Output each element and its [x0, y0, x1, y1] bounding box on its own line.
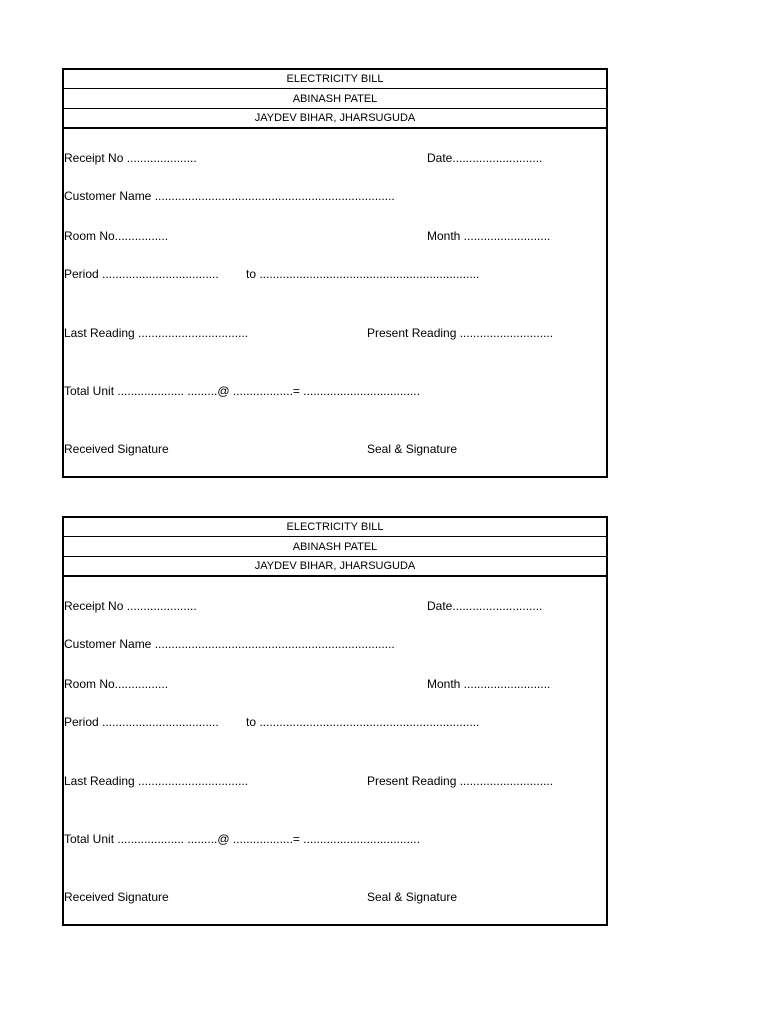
month-field[interactable]: Month .......................... — [427, 677, 551, 691]
received-signature-label: Received Signature — [64, 442, 169, 456]
bill-owner-name: ABINASH PATEL — [64, 90, 606, 109]
bill-title: ELECTRICITY BILL — [64, 70, 606, 89]
last-reading-field[interactable]: Last Reading ................................. — [64, 326, 249, 340]
present-reading-field[interactable]: Present Reading ............................ — [367, 774, 554, 788]
month-field[interactable]: Month .......................... — [427, 229, 551, 243]
period-from-field[interactable]: Period ................................... — [64, 715, 219, 729]
bill-address: JAYDEV BIHAR, JHARSUGUDA — [64, 109, 606, 129]
bill-owner-name: ABINASH PATEL — [64, 538, 606, 557]
electricity-bill-form — [62, 68, 608, 478]
date-field[interactable]: Date........................... — [427, 599, 543, 613]
period-to-field[interactable]: to .................................................................. — [246, 267, 480, 281]
date-field[interactable]: Date........................... — [427, 151, 543, 165]
bill-title: ELECTRICITY BILL — [64, 518, 606, 537]
seal-signature-label: Seal & Signature — [367, 442, 458, 456]
customer-name-field[interactable]: Customer Name ........................................................................ — [64, 189, 395, 203]
bill-address: JAYDEV BIHAR, JHARSUGUDA — [64, 557, 606, 577]
received-signature-label: Received Signature — [64, 890, 169, 904]
period-from-field[interactable]: Period ................................... — [64, 267, 219, 281]
seal-signature-label: Seal & Signature — [367, 890, 458, 904]
receipt-no-field[interactable]: Receipt No ..................... — [64, 599, 197, 613]
customer-name-field[interactable]: Customer Name ........................................................................ — [64, 637, 395, 651]
present-reading-field[interactable]: Present Reading ............................ — [367, 326, 554, 340]
total-unit-field[interactable]: Total Unit .................... .........@ ..................= ................................... — [64, 384, 420, 398]
total-unit-field[interactable]: Total Unit .................... .........@ ..................= ................................... — [64, 832, 420, 846]
room-no-field[interactable]: Room No................ — [64, 677, 169, 691]
last-reading-field[interactable]: Last Reading ................................. — [64, 774, 249, 788]
period-to-field[interactable]: to .................................................................. — [246, 715, 480, 729]
room-no-field[interactable]: Room No................ — [64, 229, 169, 243]
receipt-no-field[interactable]: Receipt No ..................... — [64, 151, 197, 165]
electricity-bill-form — [62, 516, 608, 926]
